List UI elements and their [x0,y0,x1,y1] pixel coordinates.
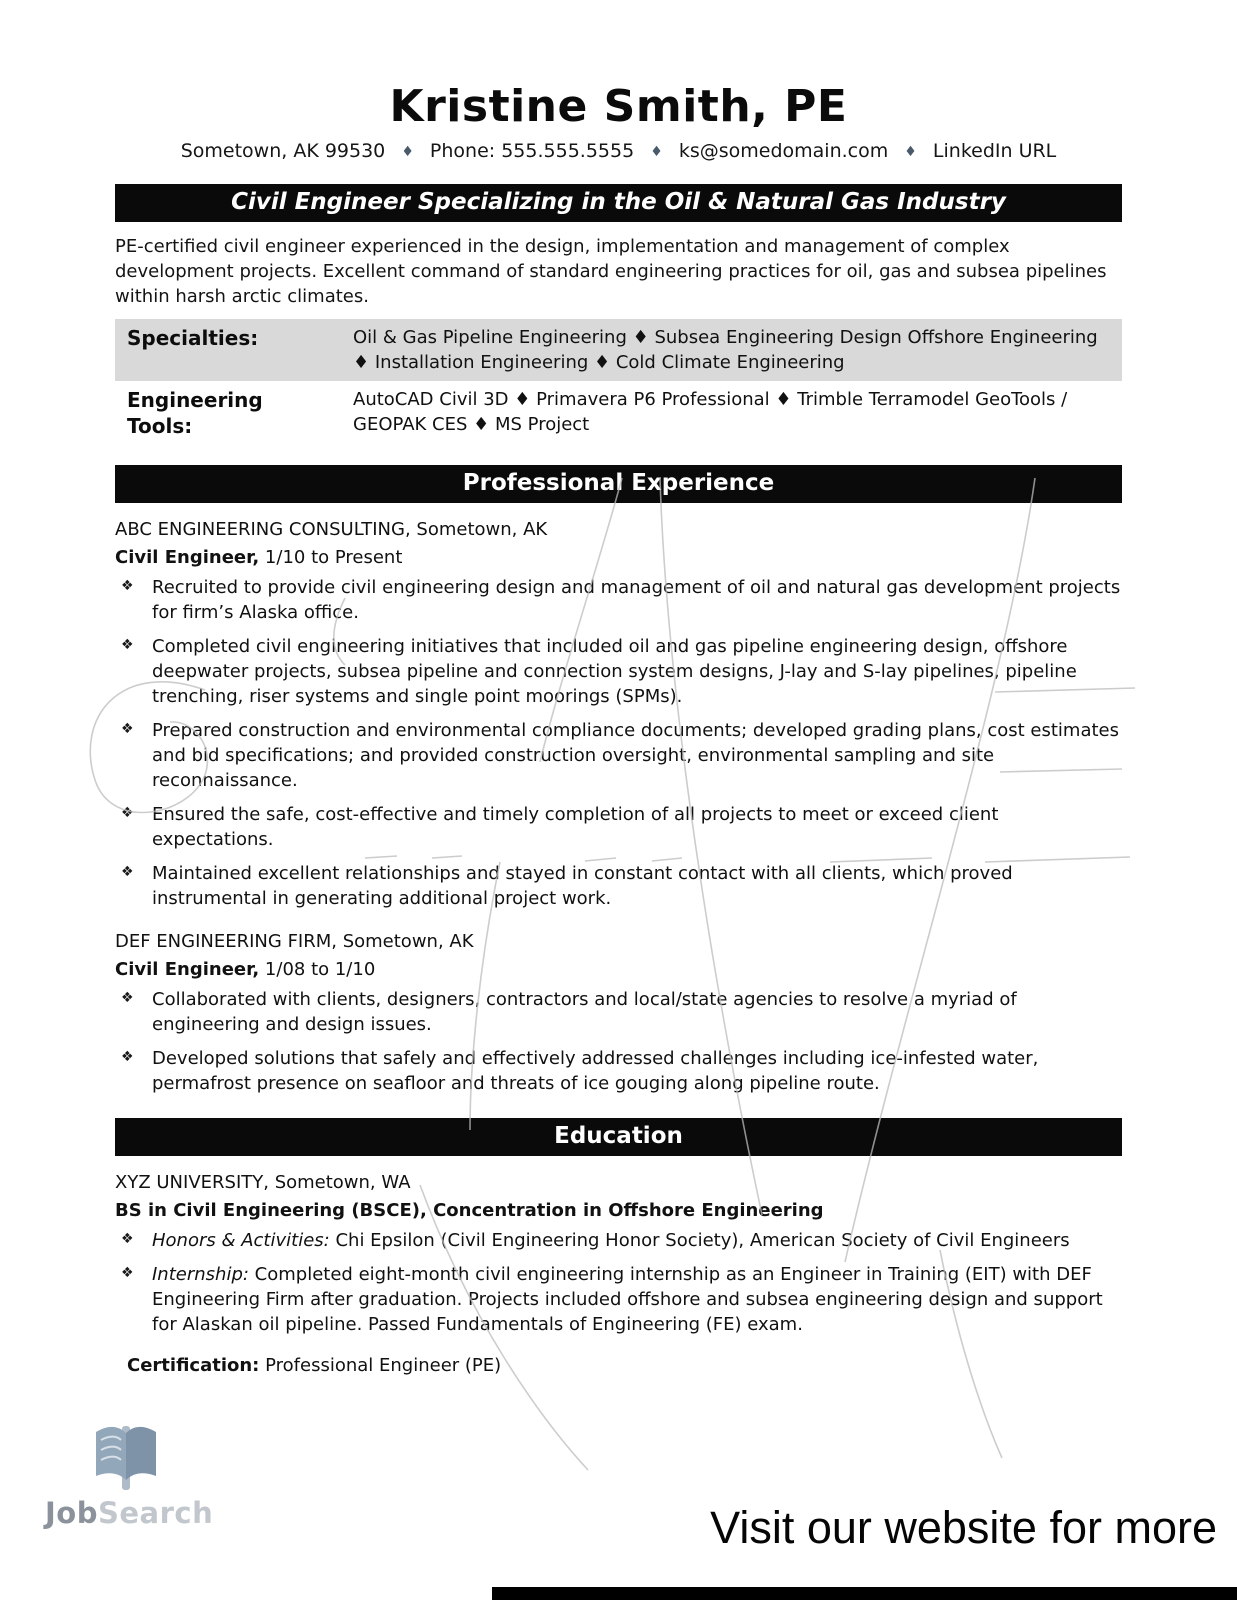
bullet-text: Ensured the safe, cost-effective and timely completion of all projects to meet or exceed client expectations. [152,803,999,850]
experience-bullet [115,634,1122,709]
contact-location: Sometown, AK 99530 [180,139,386,162]
website-promo-text: Visit our website for more [710,1502,1217,1553]
specialties-label: Specialties: [115,319,353,381]
engineering-tools-value: AutoCAD Civil 3D ♦ Primavera P6 Professional ♦ Trimble Terramodel GeoTools / GEOPAK CES ♦ MS Project [353,389,1068,436]
contact-phone: Phone: 555.555.5555 [429,139,635,162]
education-bullet-list [115,1228,1122,1337]
job-dates: 1/08 to 1/10 [264,959,376,981]
job-title: Civil Engineer, [115,959,260,981]
contact-email: ks@somedomain.com [678,139,889,162]
bullet-text [152,1230,1070,1251]
jobsearch-logo [45,1422,235,1530]
diamond-separator-icon: ♦ [904,143,917,160]
engineering-tools-label: Engineering Tools: [127,388,263,439]
bullet-text: Prepared construction and environmental compliance documents; developed grading plans, cost estimates and bid specifications; and provided construction oversight, environmental sampling and site reconnaissance. [152,719,1119,791]
diamond-separator-icon: ♦ [401,143,414,160]
degree-line: BS in Civil Engineering (BSCE), Concentration in Offshore Engineering [115,1199,824,1221]
headline-banner [115,184,1122,222]
bullet-text: Recruited to provide civil engineering design and management of oil and natural gas development projects for firm’s Alaska office. [152,576,1121,623]
experience-bullet [115,802,1122,852]
honors-label: Honors & Activities: [152,1229,330,1251]
experience-heading: Professional Experience [462,470,775,497]
specialties-value: Oil & Gas Pipeline Engineering ♦ Subsea Engineering Design Offshore Engineering ♦ Installation Engineering ♦ Cold Climate Engineering [353,319,1122,381]
job-title: Civil Engineer, [115,546,260,568]
job-title-line [115,957,1122,982]
bullet-diamond-icon: ❖ [121,720,134,737]
summary-paragraph: PE-certified civil engineer experienced in the design, implementation and management of complex development projects. Excellent command of standard engineering practices for oil, gas and subsea pipelines within harsh arctic climates. [115,235,1107,308]
internship-label: Internship: [152,1263,249,1285]
education-block [115,1170,1122,1378]
experience-bullet-list [115,575,1122,911]
education-bullet [115,1262,1122,1337]
company-line: DEF ENGINEERING FIRM, Sometown, AK [115,931,474,953]
bullet-text [152,1264,1103,1335]
education-section-banner [115,1118,1122,1156]
experience-bullet [115,987,1122,1037]
education-heading: Education [554,1123,683,1150]
bullet-diamond-icon: ❖ [121,1049,134,1066]
job-def-engineering [115,929,1122,1096]
person-name: Kristine Smith, PE [389,81,848,132]
bullet-text: Completed civil engineering initiatives that included oil and gas pipeline engineering design, offshore deepwater projects, subsea pipeline and connection system designs, J-lay and S-lay pipelines, pipeline trenching, riser systems and single point moorings (SPMs). [152,635,1077,707]
education-bullet [115,1228,1122,1253]
school-line: XYZ UNIVERSITY, Sometown, WA [115,1171,411,1193]
bullet-text: Developed solutions that safely and effectively addressed challenges including ice-infested water, permafrost presence on seafloor and threats of ice gouging along pipeline route. [152,1048,1039,1095]
logo-job-text: Job [45,1496,98,1530]
company-line: ABC ENGINEERING CONSULTING, Sometown, AK [115,518,548,540]
specialties-row [115,319,1122,381]
job-title-line [115,545,1122,570]
bullet-diamond-icon: ❖ [121,804,134,821]
job-dates: 1/10 to Present [264,546,403,568]
experience-section-banner [115,465,1122,503]
bullet-diamond-icon: ❖ [121,577,134,594]
experience-bullet [115,861,1122,911]
honors-text: Chi Epsilon (Civil Engineering Honor Society), American Society of Civil Engineers [335,1229,1070,1251]
certification-value: Professional Engineer (PE) [265,1354,502,1376]
diamond-separator-icon: ♦ [650,143,663,160]
bottom-black-bar [492,1587,1237,1600]
bullet-diamond-icon: ❖ [121,1230,134,1247]
job-abc-engineering [115,517,1122,911]
experience-bullet [115,575,1122,625]
headline-text: Civil Engineer Specializing in the Oil & Natural Gas Industry [231,189,1006,216]
experience-bullet [115,1046,1122,1096]
contact-line [115,139,1122,165]
engineering-tools-row [115,381,1122,445]
logo-text [45,1496,235,1530]
bullet-diamond-icon: ❖ [121,636,134,653]
skills-table [115,319,1122,445]
certification-line [115,1353,1122,1378]
book-icon [87,1422,235,1494]
bullet-text: Collaborated with clients, designers, contractors and local/state agencies to resolve a myriad of engineering and design issues. [152,989,1017,1036]
experience-bullet-list [115,987,1122,1096]
certification-label: Certification: [127,1354,260,1376]
bullet-diamond-icon: ❖ [121,864,134,880]
contact-linkedin: LinkedIn URL [932,139,1057,162]
logo-search-text: Search [97,1496,214,1530]
experience-bullet [115,718,1122,793]
bullet-diamond-icon: ❖ [121,1264,134,1281]
bullet-text: Maintained excellent relationships and stayed in constant contact with all clients, which proved instrumental in generating additional project work. [152,863,1013,910]
bullet-diamond-icon: ❖ [121,990,134,1007]
internship-text: Completed eight-month civil engineering internship as an Engineer in Training (EIT) with DEF Engineering Firm after graduation. Projects included offshore and subsea engineering design and support for Alaskan oil pipeline. Passed Fundamentals of Engineering (FE) exam. [152,1263,1103,1335]
